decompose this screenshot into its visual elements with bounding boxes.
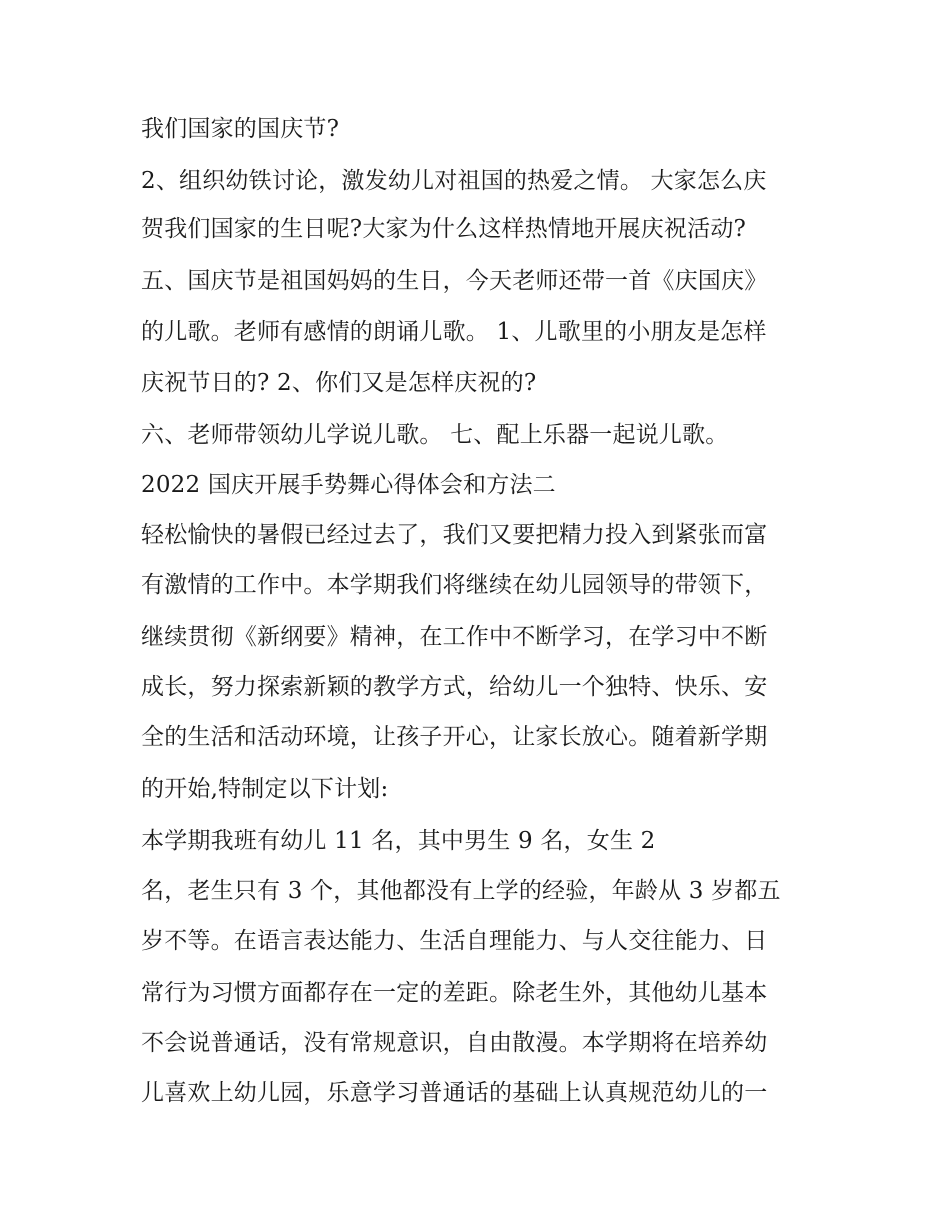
text-line: 名，老生只有 3 个，其他都没有上学的经验，年龄从 3 岁都五 (141, 878, 781, 904)
text-line: 五、国庆节是祖国妈妈的生日，今天老师还带一首《庆国庆》 (141, 268, 768, 294)
text-line: 不会说普通话，没有常规意识，自由散漫。本学期将在培养幼 (141, 1030, 768, 1056)
section-heading: 2022 国庆开展手势舞心得体会和方法二 (141, 472, 556, 498)
text-line: 儿喜欢上幼儿园，乐意学习普通话的基础上认真规范幼儿的一 (141, 1080, 768, 1106)
text-line: 轻松愉快的暑假已经过去了，我们又要把精力投入到紧张而富 (141, 522, 768, 548)
text-line: 我们国家的国庆节? (141, 116, 340, 142)
text-line: 贺我们国家的生日呢?大家为什么这样热情地开展庆祝活动? (141, 216, 747, 242)
text-line: 六、老师带领幼儿学说儿歌。 七、配上乐器一起说儿歌。 (141, 422, 729, 448)
text-line: 的开始,特制定以下计划: (141, 776, 389, 802)
text-line: 2、组织幼铁讨论，激发幼儿对祖国的热爱之情。 大家怎么庆 (141, 168, 767, 194)
text-line: 成长，努力探索新颖的教学方式，给幼儿一个独特、快乐、安 (141, 674, 768, 700)
text-line: 本学期我班有幼儿 11 名，其中男生 9 名，女生 2 (141, 828, 656, 854)
text-line: 继续贯彻《新纲要》精神，在工作中不断学习，在学习中不断 (141, 624, 768, 650)
text-line: 岁不等。在语言表达能力、生活自理能力、与人交往能力、日 (141, 928, 768, 954)
text-line: 常行为习惯方面都存在一定的差距。除老生外，其他幼儿基本 (141, 980, 768, 1006)
text-line: 的儿歌。老师有感情的朗诵儿歌。 1、儿歌里的小朋友是怎样 (141, 319, 767, 345)
text-line: 有激情的工作中。本学期我们将继续在幼儿园领导的带领下， (141, 572, 768, 598)
text-line: 庆祝节日的? 2、你们又是怎样庆祝的? (141, 370, 537, 396)
text-line: 全的生活和活动环境，让孩子开心，让家长放心。随着新学期 (141, 724, 768, 750)
